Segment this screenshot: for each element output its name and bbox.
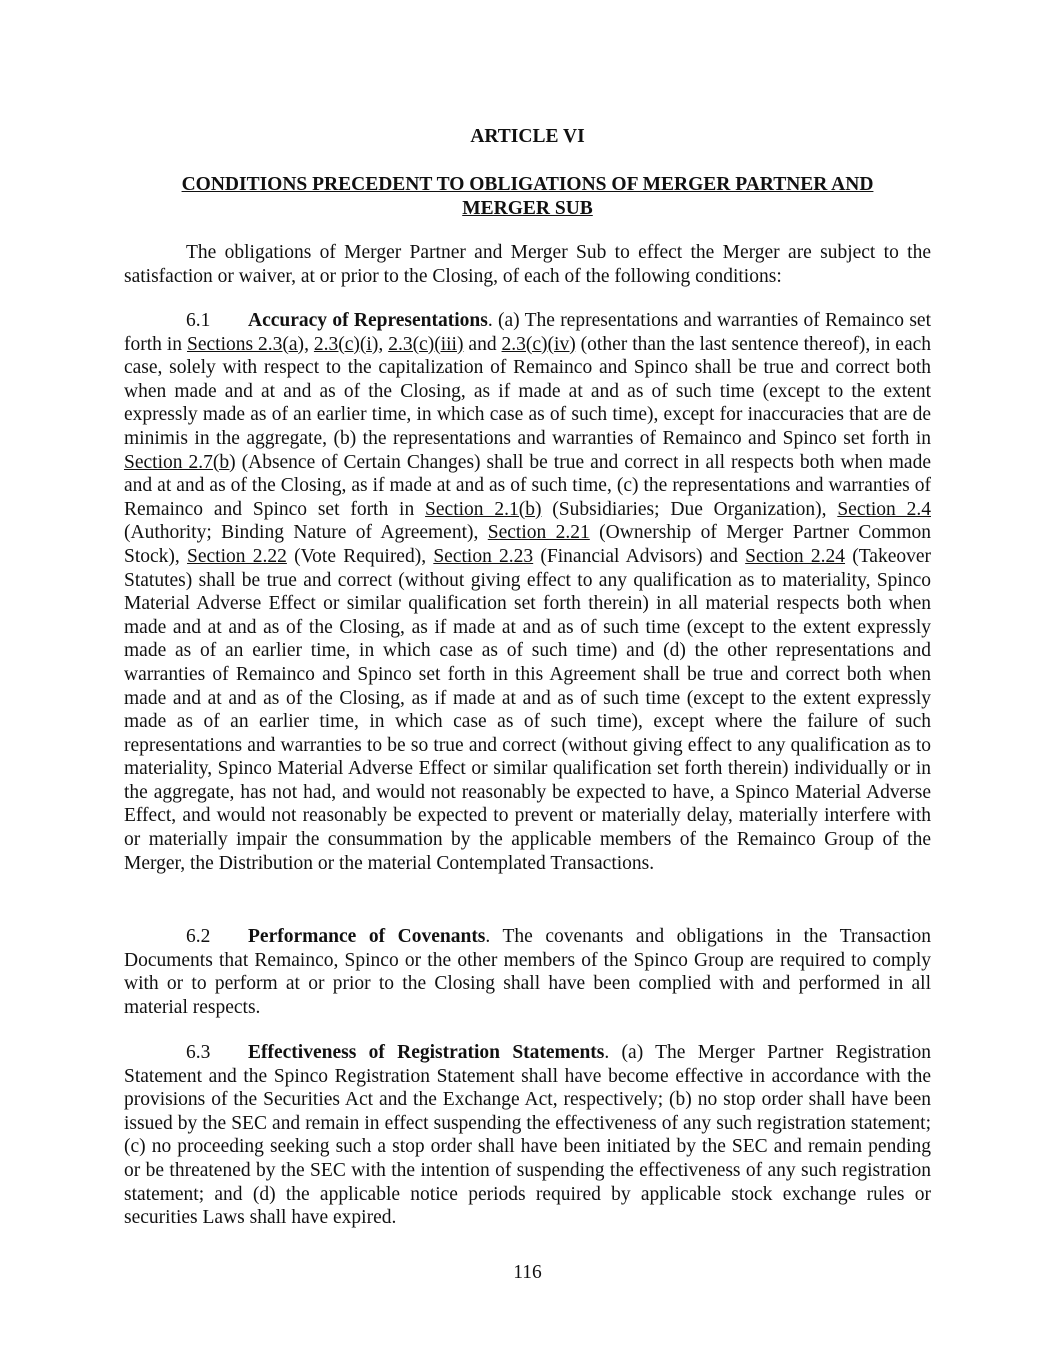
section-number: 6.3 [186, 1042, 211, 1063]
section-heading: Accuracy of Representations [248, 310, 488, 331]
section-6-1 [124, 309, 931, 875]
cross-reference-link[interactable]: Section 2.23 [433, 545, 534, 567]
cross-reference-link[interactable]: Section 2.22 [187, 545, 287, 567]
section-text: . The covenants and obligations in the Transaction Documents that Remainco, Spinco or the other members of the Spinco Group are required to comply with or to perform at or prior to the Closing shall have been complied with and performed in all material respects. [124, 926, 931, 1018]
section-text: (Absence of Certain Changes) shall be true and correct in all respects both when made and at and as of the Closing, as if made at and as of such time, (c) the representations and warranties of Remainco and Spinco set forth in [124, 451, 931, 520]
section-text: (Authority; Binding Nature of Agreement), [124, 522, 488, 544]
cross-reference-link[interactable]: Section 2.4 [837, 498, 931, 520]
section-text: . (a) The Merger Partner Registration Statement and the Spinco Registration Statement shall have become effective in accordance with the provisions of the Securities Act and the Exchange Act, respectively; (b) no stop order shall have been issued by the SEC and remain in effect suspending the effectiveness of any such registration statement; (c) no proceeding seeking such a stop order shall have been initiated by the SEC and remain pending or be threatened by the SEC with the intention of suspending the effectiveness of any such registration statement; and (d) the applicable notice periods required by applicable stock exchange rules or securities Laws shall have expired. [124, 1042, 931, 1229]
section-heading: Performance of Covenants [248, 926, 486, 947]
cross-reference-link[interactable]: 2.3(c)(i) [313, 333, 379, 355]
cross-reference-link[interactable]: Sections 2.3(a) [187, 333, 305, 355]
section-6-2 [124, 925, 931, 1019]
section-6-3 [124, 1041, 931, 1230]
section-text: and [463, 333, 502, 355]
cross-reference-link[interactable]: Section 2.21 [487, 522, 590, 544]
article-title: ARTICLE VI [470, 126, 585, 147]
section-text: , [378, 333, 389, 355]
section-number: 6.2 [186, 926, 211, 947]
section-text: (Subsidiaries; Due Organization), [541, 498, 838, 520]
cross-reference-link[interactable]: Section 2.7(b) [124, 451, 236, 473]
cross-reference-link[interactable]: Section 2.24 [745, 545, 846, 567]
section-text: (Takeover Statutes) shall be true and correct (without giving effect to any qualification as to materiality, Spinco Material Adverse Effect or similar qualification set forth therein) in all material respects both when made and at and as of the Closing, as if made at and as of such time (except to the extent expressly made as of an earlier time, in which case as of such time) and (d) the other representations and warranties of Remainco and Spinco set forth in this Agreement shall be true and correct both when made and at and as of the Closing, as if made at and as of such time (except to the extent expressly made as of an earlier time, in which case as of such time), except where the failure of such representations and warranties to be so true and correct (without giving effect to any qualification as to materiality, Spinco Material Adverse Effect or similar qualification set forth therein) individually or in the aggregate, has not had, and would not reasonably be expected to have, a Spinco Material Adverse Effect, and would not reasonably be expected to prevent or materially delay, materially interfere with or materially impair the consummation by the applicable members of the Remainco Group of the Merger, the Distribution or the material Contemplated Transactions. [124, 545, 932, 874]
section-number: 6.1 [186, 310, 211, 331]
section-text: , [304, 333, 314, 355]
section-text: (Financial Advisors) and [533, 545, 746, 567]
cross-reference-link[interactable]: Section 2.1(b) [425, 498, 542, 520]
intro-text: The obligations of Merger Partner and Merger Sub to effect the Merger are subject to the satisfaction or waiver, at or prior to the Closing, of each of the following conditions: [124, 242, 931, 287]
cross-reference-link[interactable]: 2.3(c)(iii) [388, 333, 464, 355]
section-text: (Ownership of Merger Partner Common Stock), [124, 522, 931, 567]
section-heading: Effectiveness of Registration Statements [248, 1042, 605, 1063]
intro-paragraph [124, 241, 931, 288]
section-text: (Vote Required), [286, 545, 434, 567]
section-text: . (a) The representations and warranties of Remainco set forth in [124, 310, 931, 355]
article-subtitle: CONDITIONS PRECEDENT TO OBLIGATIONS OF MERGER PARTNER AND MERGER SUB [181, 174, 874, 219]
section-text: (other than the last sentence thereof), in each case, solely with respect to the capitalization of Remainco and Spinco shall be true and correct both when made and at and as of the Closing, as if made at and as of such time (except to the extent expressly made as of an earlier time, in which case as of such time), except for inaccuracies that are de minimis in the aggregate, (b) the representations and warranties of Remainco and Spinco set forth in [124, 333, 932, 449]
cross-reference-link[interactable]: 2.3(c)(iv) [501, 333, 576, 355]
page-number: 116 [513, 1262, 542, 1283]
